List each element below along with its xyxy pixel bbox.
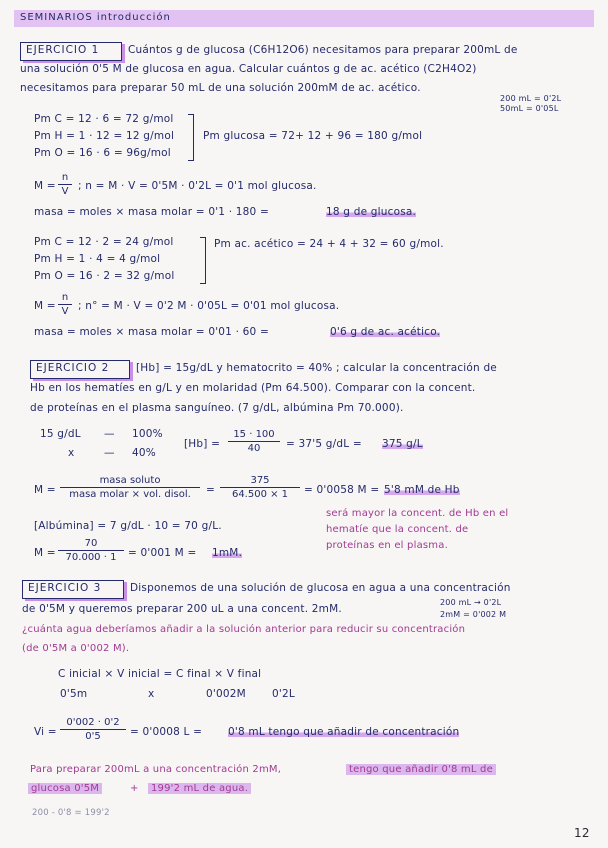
dilution-value-c-initial: 0'5m	[60, 688, 88, 700]
molarity-denominator-2: V	[61, 306, 69, 317]
pm-glucose-total: Pm glucosa = 72+ 12 + 96 = 180 g/mol	[203, 130, 423, 142]
ex3-conclusion-3: glucosa 0'5M	[28, 783, 102, 794]
ex3-conclusion-1: Para preparar 200mL a una concentración 2mM,	[30, 764, 282, 775]
vi-value: = 0'0008 L =	[130, 726, 203, 738]
hb-molarity-value: = 0'0058 M =	[304, 484, 380, 496]
hb-molarity-values	[220, 475, 300, 500]
ex1-statement-line-1: Cuántos g de glucosa (C6H12O6) necesitamos para preparar 200mL de	[128, 44, 518, 56]
molarity-fraction	[58, 172, 72, 197]
page-number: 12	[574, 826, 590, 840]
molarity-formula-label-2: M =	[34, 300, 56, 312]
ex3-units-note-1: 200 mL → 0'2L	[440, 598, 502, 607]
rule-of-three-dash-1: —	[104, 428, 115, 440]
ex2-statement-line-2: Hb en los hematíes en g/L y en molaridad (Pm 64.500). Comparar con la concent.	[30, 382, 476, 394]
vi-denominator: 0'5	[85, 731, 101, 742]
dilution-value-v-initial: x	[148, 688, 155, 700]
albumin-numerator: 70	[84, 538, 98, 549]
hb-molarity-formula	[60, 475, 200, 500]
comparison-comment-2: hematíe que la concent. de	[326, 524, 469, 535]
hb-concentration-result: 375 g/L	[382, 438, 423, 450]
molarity-denominator: V	[61, 186, 69, 197]
exercise-3-label: EJERCICIO 3	[28, 582, 102, 594]
dilution-value-v-final: 0'2L	[272, 688, 295, 700]
ex3-conclusion-4: 199'2 mL de agua.	[148, 783, 251, 794]
ex3-question-line-2: (de 0'5M a 0'002 M).	[22, 643, 130, 654]
rule-of-three-percent-2: 40%	[132, 447, 156, 459]
dilution-formula: C inicial × V inicial = C final × V final	[58, 668, 262, 680]
hb-concentration-label: [Hb] =	[184, 438, 221, 450]
footnote-subtraction: 200 - 0'8 = 199'2	[32, 808, 110, 818]
hb-molarity-result: 5'8 mM de Hb	[384, 484, 460, 496]
ex2-statement-line-1: [Hb] = 15g/dL y hematocrito = 40% ; calcular la concentración de	[136, 362, 497, 374]
dilution-value-c-final: 0'002M	[206, 688, 246, 700]
ex1-units-note-2: 50mL = 0'05L	[500, 104, 559, 113]
pm-carbon-acetic: Pm C = 12 · 2 = 24 g/mol	[34, 236, 174, 248]
ex3-units-note-2: 2mM = 0'002 M	[440, 610, 507, 619]
hb-molarity-label: M =	[34, 484, 56, 496]
ex1-statement-line-2: una solución 0'5 M de glucosa en agua. Calcular cuántos g de ac. acético (C2H4O2)	[20, 63, 477, 75]
glucose-mass-result: 18 g de glucosa.	[326, 206, 417, 218]
comparison-comment-3: proteínas en el plasma.	[326, 540, 448, 551]
rule-of-three-value-2: x	[68, 447, 75, 459]
vi-numerator: 0'002 · 0'2	[66, 717, 120, 728]
exercise-1-label: EJERCICIO 1	[26, 44, 100, 56]
pm-carbon-glucose: Pm C = 12 · 6 = 72 g/mol	[34, 113, 174, 125]
ex3-conclusion-2: tengo que añadir 0'8 mL de	[346, 764, 496, 775]
hb-molarity-denominator: masa molar × vol. disol.	[69, 489, 191, 500]
exercise-2-label: EJERCICIO 2	[36, 362, 110, 374]
hb-molarity-values-numerator: 375	[250, 475, 270, 486]
hb-fraction	[228, 429, 280, 454]
rule-of-three-dash-2: —	[104, 447, 115, 459]
pm-hydrogen-glucose: Pm H = 1 · 12 = 12 g/mol	[34, 130, 175, 142]
ex1-units-note-1: 200 mL = 0'2L	[500, 94, 562, 103]
ex1-statement-line-3: necesitamos para preparar 50 mL de una solución 200mM de ac. acético.	[20, 82, 421, 94]
vi-result: 0'8 mL tengo que añadir de concentración	[228, 726, 460, 738]
page-title: SEMINARIOS introducción	[20, 12, 171, 23]
hb-molarity-values-denominator: 64.500 × 1	[231, 489, 289, 500]
equals-sign: =	[206, 484, 215, 496]
comparison-comment-1: será mayor la concent. de Hb en el	[326, 508, 509, 519]
albumin-concentration: [Albúmina] = 7 g/dL · 10 = 70 g/L.	[34, 520, 222, 532]
albumin-fraction	[58, 538, 124, 563]
acetic-mass-result: 0'6 g de ac. acético.	[330, 326, 441, 338]
pm-hydrogen-acetic: Pm H = 1 · 4 = 4 g/mol	[34, 253, 161, 265]
ex3-statement-line-2: de 0'5M y queremos preparar 200 uL a una concent. 2mM.	[22, 603, 342, 615]
rule-of-three-value-1: 15 g/dL	[40, 428, 81, 440]
molarity-fraction-2	[58, 292, 72, 317]
mass-calculation-2: masa = moles × masa molar = 0'01 · 60 =	[34, 326, 269, 338]
pm-acetic-bracket	[200, 237, 206, 284]
mass-calculation: masa = moles × masa molar = 0'1 · 180 =	[34, 206, 269, 218]
hb-molarity-numerator: masa soluto	[99, 475, 161, 486]
molarity-formula-label: M =	[34, 180, 56, 192]
molarity-numerator-2: n	[61, 292, 69, 303]
moles-calculation: ; n = M · V = 0'5M · 0'2L = 0'1 mol glucosa.	[78, 180, 317, 192]
molarity-numerator: n	[61, 172, 69, 183]
albumin-molarity-value: = 0'001 M =	[128, 547, 197, 559]
vi-fraction	[60, 717, 126, 742]
ex3-statement-line-1: Disponemos de una solución de glucosa en agua a una concentración	[130, 582, 511, 594]
vi-label: Vi =	[34, 726, 57, 738]
pm-acetic-total: Pm ac. acético = 24 + 4 + 32 = 60 g/mol.	[214, 238, 444, 250]
rule-of-three-percent-1: 100%	[132, 428, 163, 440]
pm-bracket	[188, 114, 194, 161]
ex3-conclusion-plus: +	[130, 783, 139, 794]
hb-denominator: 40	[247, 443, 261, 454]
moles-calculation-2: ; n° = M · V = 0'2 M · 0'05L = 0'01 mol glucosa.	[78, 300, 340, 312]
hb-numerator: 15 · 100	[233, 429, 275, 440]
pm-oxygen-glucose: Pm O = 16 · 6 = 96g/mol	[34, 147, 171, 159]
albumin-molarity-result: 1mM.	[212, 547, 243, 559]
hb-concentration-value: = 37'5 g/dL =	[286, 438, 362, 450]
ex3-question-line-1: ¿cuánta agua deberíamos añadir a la solución anterior para reducir su concentración	[22, 624, 466, 635]
albumin-molarity-label: M =	[34, 547, 56, 559]
ex2-statement-line-3: de proteínas en el plasma sanguíneo. (7 g/dL, albúmina Pm 70.000).	[30, 402, 404, 414]
albumin-denominator: 70.000 · 1	[65, 552, 117, 563]
pm-oxygen-acetic: Pm O = 16 · 2 = 32 g/mol	[34, 270, 175, 282]
